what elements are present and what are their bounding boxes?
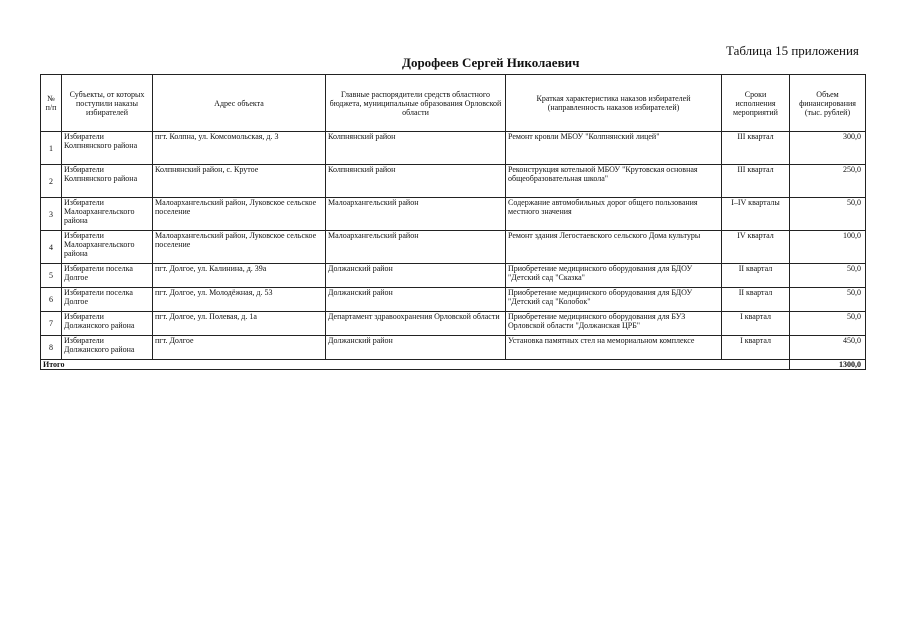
row-term: I квартал bbox=[722, 336, 790, 360]
row-number: 8 bbox=[41, 336, 62, 360]
row-recipient: Колпнянский район bbox=[326, 132, 506, 165]
table-row bbox=[41, 165, 866, 198]
table-number-label: Таблица 15 приложения bbox=[726, 43, 859, 58]
row-term: III квартал bbox=[722, 165, 790, 198]
row-term: I квартал bbox=[722, 312, 790, 336]
table-row bbox=[41, 288, 866, 312]
row-recipient: Должанский район bbox=[326, 288, 506, 312]
row-recipient: Колпнянский район bbox=[326, 165, 506, 198]
row-number: 2 bbox=[41, 165, 62, 198]
column-header-description: Краткая характеристика наказов избирателей (направленность наказов избирателей) bbox=[506, 75, 722, 132]
row-address: пгт. Долгое, ул. Молодёжная, д. 53 bbox=[153, 288, 326, 312]
row-subject: Избиратели Малоархангельского района bbox=[62, 231, 153, 264]
row-subject: Избиратели Колпнянского района bbox=[62, 132, 153, 165]
row-number: 6 bbox=[41, 288, 62, 312]
row-address: пгт. Долгое bbox=[153, 336, 326, 360]
row-number: 3 bbox=[41, 198, 62, 231]
row-amount: 300,0 bbox=[790, 132, 866, 165]
column-header-amount: Объем финансирования (тыс. рублей) bbox=[790, 75, 866, 132]
row-address: пгт. Колпна, ул. Комсомольская, д. 3 bbox=[153, 132, 326, 165]
row-address: Малоархангельский район, Луковское сельское поселение bbox=[153, 231, 326, 264]
row-recipient: Департамент здравоохранения Орловской области bbox=[326, 312, 506, 336]
table-total-row bbox=[41, 360, 866, 370]
row-amount: 50,0 bbox=[790, 288, 866, 312]
column-header-number: № п/п bbox=[41, 75, 62, 132]
total-label: Итого bbox=[41, 360, 790, 370]
row-subject: Избиратели Колпнянского района bbox=[62, 165, 153, 198]
row-description: Ремонт здания Легостаевского сельского Дома культуры bbox=[506, 231, 722, 264]
row-recipient: Малоархангельский район bbox=[326, 198, 506, 231]
row-amount: 450,0 bbox=[790, 336, 866, 360]
row-subject: Избиратели Малоархангельского района bbox=[62, 198, 153, 231]
row-subject: Избиратели Должанского района bbox=[62, 312, 153, 336]
row-address: пгт. Долгое, ул. Калинина, д. 39а bbox=[153, 264, 326, 288]
row-term: IV квартал bbox=[722, 231, 790, 264]
row-amount: 50,0 bbox=[790, 198, 866, 231]
row-number: 1 bbox=[41, 132, 62, 165]
row-subject: Избиратели поселка Долгое bbox=[62, 288, 153, 312]
row-subject: Избиратели Должанского района bbox=[62, 336, 153, 360]
table-row bbox=[41, 336, 866, 360]
row-term: I–IV кварталы bbox=[722, 198, 790, 231]
row-description: Содержание автомобильных дорог общего пользования местного значения bbox=[506, 198, 722, 231]
row-description: Приобретение медицинского оборудования для БДОУ "Детский сад "Сказка" bbox=[506, 264, 722, 288]
row-description: Приобретение медицинского оборудования для БДОУ "Детский сад "Колобок" bbox=[506, 288, 722, 312]
row-address: Колпнянский район, с. Крутое bbox=[153, 165, 326, 198]
column-header-address: Адрес объекта bbox=[153, 75, 326, 132]
column-header-recipient: Главные распорядители средств областного бюджета, муниципальные образования Орловской области bbox=[326, 75, 506, 132]
orders-table bbox=[40, 74, 866, 370]
table-row bbox=[41, 264, 866, 288]
row-description: Установка памятных стел на мемориальном комплексе bbox=[506, 336, 722, 360]
document-title: Дорофеев Сергей Николаевич bbox=[402, 55, 580, 70]
column-header-term: Сроки исполнения мероприятий bbox=[722, 75, 790, 132]
row-number: 7 bbox=[41, 312, 62, 336]
table-row bbox=[41, 132, 866, 165]
row-amount: 100,0 bbox=[790, 231, 866, 264]
row-amount: 50,0 bbox=[790, 264, 866, 288]
row-recipient: Малоархангельский район bbox=[326, 231, 506, 264]
total-amount: 1300,0 bbox=[790, 360, 866, 370]
table-row bbox=[41, 198, 866, 231]
column-header-subject: Субъекты, от которых поступили наказы избирателей bbox=[62, 75, 153, 132]
row-term: III квартал bbox=[722, 132, 790, 165]
table-row bbox=[41, 231, 866, 264]
row-recipient: Должанский район bbox=[326, 336, 506, 360]
row-number: 4 bbox=[41, 231, 62, 264]
row-amount: 250,0 bbox=[790, 165, 866, 198]
row-recipient: Должанский район bbox=[326, 264, 506, 288]
row-term: II квартал bbox=[722, 288, 790, 312]
row-description: Ремонт кровли МБОУ "Колпнянский лицей" bbox=[506, 132, 722, 165]
row-address: пгт. Долгое, ул. Полевая, д. 1а bbox=[153, 312, 326, 336]
row-description: Приобретение медицинского оборудования для БУЗ Орловской области "Должанская ЦРБ" bbox=[506, 312, 722, 336]
table-header-row bbox=[41, 75, 866, 132]
row-address: Малоархангельский район, Луковское сельское поселение bbox=[153, 198, 326, 231]
row-description: Реконструкция котельной МБОУ "Крутовская основная общеобразовательная школа" bbox=[506, 165, 722, 198]
row-number: 5 bbox=[41, 264, 62, 288]
row-subject: Избиратели поселка Долгое bbox=[62, 264, 153, 288]
row-term: II квартал bbox=[722, 264, 790, 288]
table-row bbox=[41, 312, 866, 336]
row-amount: 50,0 bbox=[790, 312, 866, 336]
